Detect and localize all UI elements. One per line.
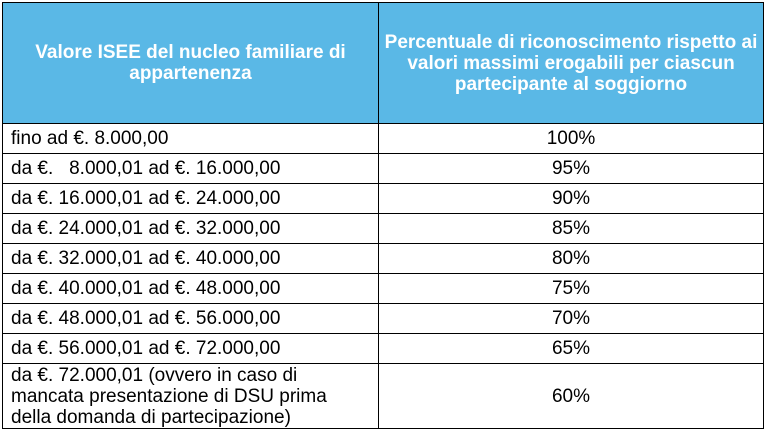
percentage-cell: 75% [379,274,764,304]
percentage-cell: 95% [379,154,764,184]
isee-range-cell: da €. 48.000,01 ad €. 56.000,00 [3,304,379,334]
table-row [3,304,764,334]
table-row [3,154,764,184]
isee-percentage-table [2,2,764,429]
header-recognition-percentage: Percentuale di riconoscimento rispetto ai valori massimi erogabili per ciascun partecipante al soggiorno [379,3,764,124]
table-row [3,124,764,154]
isee-range-cell: da €. 32.000,01 ad €. 40.000,00 [3,244,379,274]
percentage-cell: 100% [379,124,764,154]
percentage-cell: 80% [379,244,764,274]
table-row [3,244,764,274]
percentage-cell: 70% [379,304,764,334]
isee-range-cell: da €. 40.000,01 ad €. 48.000,00 [3,274,379,304]
header-isee-value: Valore ISEE del nucleo familiare di appartenenza [3,3,379,124]
table-row [3,334,764,364]
isee-range-cell: da €. 72.000,01 (ovvero in caso di mancata presentazione di DSU prima della domanda di partecipazione) [3,364,379,429]
isee-range-cell: da €. 56.000,01 ad €. 72.000,00 [3,334,379,364]
header-row [3,3,764,124]
table-row [3,364,764,429]
isee-range-cell: da €. 8.000,01 ad €. 16.000,00 [3,154,379,184]
isee-range-cell: da €. 16.000,01 ad €. 24.000,00 [3,184,379,214]
isee-range-cell: da €. 24.000,01 ad €. 32.000,00 [3,214,379,244]
percentage-cell: 60% [379,364,764,429]
percentage-cell: 90% [379,184,764,214]
table-row [3,184,764,214]
percentage-cell: 65% [379,334,764,364]
table-row [3,214,764,244]
table-row [3,274,764,304]
percentage-cell: 85% [379,214,764,244]
isee-range-cell: fino ad €. 8.000,00 [3,124,379,154]
